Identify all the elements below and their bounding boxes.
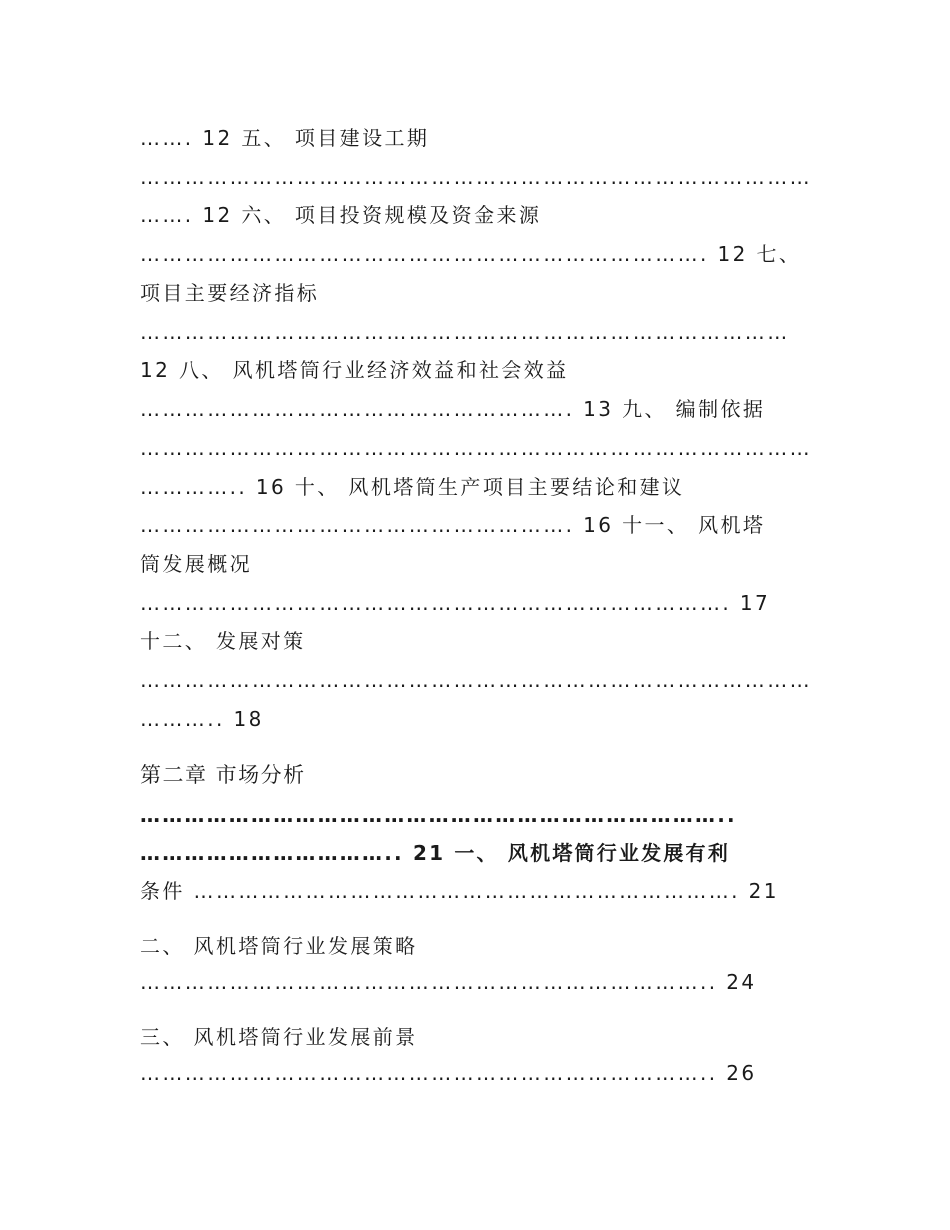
toc-line: …………………………………………………………………. 12 七、	[140, 242, 802, 266]
toc-line: …………………………………………………. 13 九、 编制依据	[140, 397, 766, 421]
toc-line: 二、 风机塔筒行业发展策略	[140, 934, 418, 958]
toc-line: 条件 ………………………………………………………………. 21	[140, 879, 779, 903]
toc-line: ………………………………………………………………….. 24	[140, 970, 757, 994]
toc-line: 项目主要经济指标	[140, 281, 320, 305]
toc-line: ………………………………………………………………….. 26	[140, 1061, 757, 1085]
toc-dot-leader: ………………………………………………………………………………	[140, 436, 812, 460]
chapter-heading: 第二章 市场分析	[140, 763, 306, 787]
toc-line: 十二、 发展对策	[140, 629, 306, 653]
toc-dot-leader: ………………………………………………………………………………	[140, 165, 812, 189]
toc-line: ……….. 18	[140, 707, 264, 731]
toc-dot-leader: ………………………………………………………………………………	[140, 668, 812, 692]
toc-line: …………………………….. 21 一、 风机塔筒行业发展有利	[140, 841, 730, 865]
toc-dot-leader: ……………………………………………………………………..	[140, 803, 737, 827]
toc-line: 三、 风机塔筒行业发展前景	[140, 1025, 418, 1049]
toc-line: 筒发展概况	[140, 552, 252, 576]
toc-line: ……………………………………………………………………. 17	[140, 591, 771, 615]
toc-dot-leader: ……………………………………………………………………………	[140, 320, 790, 344]
toc-line: 12 八、 风机塔筒行业经济效益和社会效益	[140, 358, 569, 382]
toc-line: ………….. 16 十、 风机塔筒生产项目主要结论和建议	[140, 475, 685, 499]
toc-line: ……. 12 五、 项目建设工期	[140, 126, 430, 150]
toc-line: …………………………………………………. 16 十一、 风机塔	[140, 513, 766, 537]
toc-page	[140, 0, 820, 1230]
toc-line: ……. 12 六、 项目投资规模及资金来源	[140, 203, 542, 227]
